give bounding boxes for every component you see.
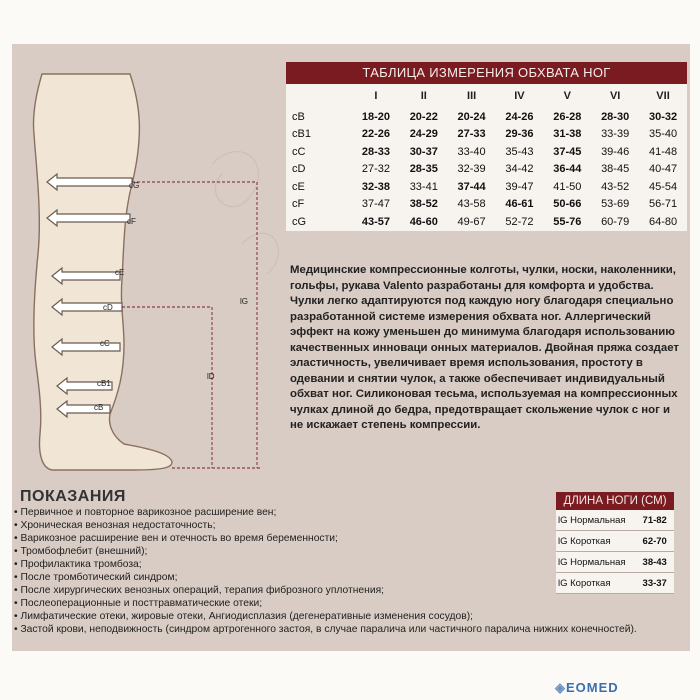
table-cell: 33-41 [409,180,438,193]
table-cell: 38-52 [409,198,438,211]
leg-length-table [556,492,674,594]
list-item: • Профилактика тромбоза; [14,559,142,570]
table-cell: 29-36 [505,128,534,141]
list-item: • Первичное и повторное варикозное расширение вен; [14,507,277,518]
leg-length-title: ДЛИНА НОГИ (СМ) [556,492,674,510]
table-cell: 39-47 [505,180,534,193]
table-row [286,178,687,196]
col-header: IV [514,90,525,102]
table-cell: 22-26 [361,128,390,141]
table-cell: 62-70 [641,531,674,552]
table-row [556,573,674,594]
label-cb: cB [94,403,104,412]
table-cell: 43-52 [601,180,630,193]
table-cell: 31-38 [553,128,582,141]
table-row [286,213,687,231]
table-cell: 20-22 [409,110,438,123]
row-label: lG Короткая [556,531,641,552]
table-row [556,552,674,573]
row-label: cG [292,215,307,228]
table-cell: 37-44 [457,180,486,193]
dimension-lines [122,182,262,468]
size-table-grid [286,84,687,231]
table-cell: 43-58 [457,198,486,211]
table-cell: 50-66 [553,198,582,211]
table-cell: 40-47 [648,163,678,176]
row-label: cD [292,163,306,176]
table-cell: 45-54 [648,180,678,193]
table-cell: 20-24 [457,110,486,123]
col-header: VII [656,90,670,102]
row-label: lG Нормальная [556,510,641,531]
table-cell: 60-79 [601,215,630,228]
table-cell: 35-43 [505,145,534,158]
table-cell: 37-45 [553,145,582,158]
table-row [286,126,687,144]
row-label: cC [292,145,306,158]
row-label: lG Короткая [556,573,641,594]
table-cell: 24-29 [409,128,438,141]
table-cell: 38-43 [641,552,674,573]
table-row [286,108,687,126]
table-cell: 24-26 [505,110,534,123]
table-cell: 33-39 [601,128,630,141]
size-table-title: ТАБЛИЦА ИЗМЕРЕНИЯ ОБХВАТА НОГ [286,62,687,84]
row-label: lG Нормальная [556,552,641,573]
size-table-header [286,84,687,108]
table-cell: 26-28 [553,110,582,123]
label-cb1: cB1 [97,379,111,388]
table-cell: 18-20 [361,110,390,123]
label-cg: cG [129,181,140,190]
table-row [286,196,687,214]
col-header: I [374,90,378,102]
list-item: • Хроническая венозная недостаточность; [14,520,216,531]
table-row [556,510,674,531]
indications-title: ПОКАЗАНИЯ [20,488,126,505]
label-cc: cC [100,339,110,348]
col-header: V [563,90,571,102]
table-cell: 55-76 [553,215,582,228]
table-cell: 56-71 [648,198,678,211]
product-description: Медицинские компрессионные колготы, чулки, носки, наколенники, гольфы, рукава Valento разработаны для комфорта и удобства. Чулки легко адаптируются под каждую ногу благодаря специально разработанной системе измерения обхвата ног. Аллергический эффект на кожу уменьшен до минимума благодаря использованию качественных инноваци онных материалов. Двойная пряжа создает эластичность, увеличивает время использования, простоту в одевании и снятии чулок, а также обеспечивает индивидуальный обхват ног. Силиконовая тесьма, используемая на компрессионных чулках длиной до бедра, предотвращает скольжение чулок с ног и не искажает степень компрессии. [290,264,679,431]
table-cell: 53-69 [601,198,630,211]
list-item: • Варикозное расширение вен и отечность во время беременности; [14,533,338,544]
table-cell: 46-60 [409,215,438,228]
table-cell: 36-44 [553,163,582,176]
table-cell: 49-67 [457,215,486,228]
col-header: II [420,90,427,102]
header-corner [286,84,352,108]
table-cell: 28-30 [601,110,630,123]
list-item: • Лимфатические отеки, жировые отеки, Ангиодисплазия (дегенеративные изменения сосудов); [14,611,473,622]
table-cell: 32-39 [457,163,486,176]
label-cf: cF [127,217,136,226]
table-cell: 41-50 [553,180,582,193]
row-label: cB1 [292,128,311,141]
table-cell: 32-38 [361,180,390,193]
table-row [286,161,687,179]
table-cell: 71-82 [641,510,674,531]
table-cell: 30-37 [409,145,438,158]
table-cell: 33-40 [457,145,486,158]
row-label: cF [292,198,305,211]
row-label: cE [292,180,305,193]
list-item: • Застой крови, неподвижность (синдром артрогенного застоя, в случае паралича или частичного паралича нижних конечностей). [14,624,637,635]
table-cell: 28-35 [409,163,438,176]
table-cell: 30-32 [648,110,678,123]
table-cell: 27-32 [361,163,390,176]
table-cell: 52-72 [505,215,534,228]
list-item: • После хирургических венозных операций, терапия фиброзного уплотнения; [14,585,385,596]
table-cell: 28-33 [361,145,390,158]
table-row [286,143,687,161]
col-header: III [467,90,477,102]
table-cell: 64-80 [648,215,678,228]
label-lg: lG [240,297,248,306]
floral-ornament [212,152,278,274]
table-cell: 46-61 [505,198,534,211]
list-item: • Тромбофлебит (внешний); [14,546,148,557]
table-cell: 37-47 [361,198,390,211]
table-cell: 39-46 [601,145,630,158]
table-cell: 34-42 [505,163,534,176]
logo-mark-icon: ◈ [555,680,566,695]
leg-diagram [12,44,302,534]
logo-text: EOMED [566,680,619,695]
row-label: cB [292,110,305,123]
table-cell: 41-48 [648,145,678,158]
table-cell: 33-37 [641,573,674,594]
size-table [286,62,687,231]
geomed-logo [555,680,619,696]
table-row [556,531,674,552]
leg-length-grid [556,510,674,594]
list-item: • После тромботический синдром; [14,572,178,583]
label-cd: cD [103,303,113,312]
table-cell: 38-45 [601,163,630,176]
table-cell: 27-33 [457,128,486,141]
label-ld: lD [207,372,215,381]
table-cell: 35-40 [648,128,678,141]
table-cell: 43-57 [361,215,390,228]
label-ce: cE [115,268,125,277]
col-header: VI [609,90,621,102]
list-item: • Послеоперационные и посттравматические отеки; [14,598,263,609]
